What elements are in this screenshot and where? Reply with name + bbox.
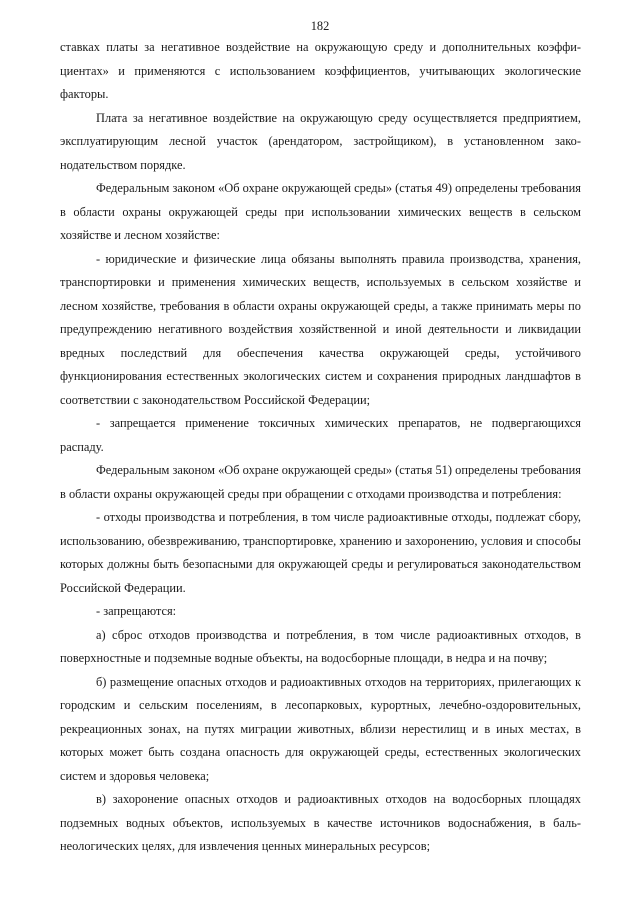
paragraph-item-c: в) захоронение опасных отходов и радиоактивных отходов на водосборных площадях подземных водных объектов, используемых в качестве источников водоснабжения, в бальнеологических целях, для извлечения ценных минеральных ресурсов; bbox=[60, 792, 581, 853]
paragraph-continued-fee-coefficients: ставках платы за негативное воздействие на окружающую среду и дополнительных коэффициентах» и применяются с использованием коэффициентов, учитывающих экологические факторы. bbox=[60, 40, 581, 101]
paragraph-fee-payment: Плата за негативное воздействие на окружающую среду осуществляется предприятием, эксплуатирующим лесной участок (арендатором, застройщиком), в установленном законодательством порядке. bbox=[60, 110, 581, 172]
page-body bbox=[60, 36, 581, 859]
paragraph-prohibited-heading: - запрещаются: bbox=[96, 604, 177, 618]
paragraph-law-article-49: Федеральным законом «Об охране окружающей среды» (статья 49) определены требования в области охраны окружающей среды при использовании химических веществ в сельском хозяйстве и лесном хозяйстве: bbox=[60, 181, 581, 242]
paragraph-item-a: а) сброс отходов производства и потребления, в том числе радиоактивных отходов, в поверхностные и подземные водные объекты, на водосборные площади, в недра и на почву; bbox=[60, 627, 581, 665]
paragraph-law-article-51: Федеральным законом «Об охране окружающей среды» (статья 51) определены требования в области охраны окружающей среды при обращении с отходами производства и потребления: bbox=[60, 463, 581, 501]
page-number: 182 bbox=[310, 19, 330, 33]
paragraph-toxic-ban: - запрещается применение токсичных химических препаратов, не подвергающихся распаду. bbox=[60, 416, 581, 454]
paragraph-chemical-obligations: - юридические и физические лица обязаны выполнять правила производства, хранения, транспортировки и применения химических веществ, используемых в сельском хозяйстве и лесном хозяйстве, требования в области охраны окружающей среды, а также принимать меры по предупреждению негативного воздействия хозяйственной и иной деятельности и ликвидации вредных последствий для обеспечения качества окружающей среды, устойчивого функционирования естественных экологических систем и сохранения природных ландшафтов в соответствии с законодательством Российской Федерации; bbox=[60, 251, 581, 407]
paragraph-item-b: б) размещение опасных отходов и радиоактивных отходов на территориях, прилегающих к городским и сельским поселениям, в лесопарковых, курортных, лечебно-оздоровительных, рекреационных зонах, на путях миграции животных, вблизи нерестилищ и в иных местах, в которых может быть создана опасность для окружающей среды, естественных экологических систем и здоровья человека; bbox=[60, 674, 581, 783]
paragraph-waste-handling: - отходы производства и потребления, в том числе радиоактивные отходы, подлежат сбору, использованию, обезвреживанию, транспортировке, хранению и захоронению, условия и способы которых должны быть безопасными для окружающей среды и регулироваться законодательством Российской Федерации. bbox=[60, 510, 581, 595]
